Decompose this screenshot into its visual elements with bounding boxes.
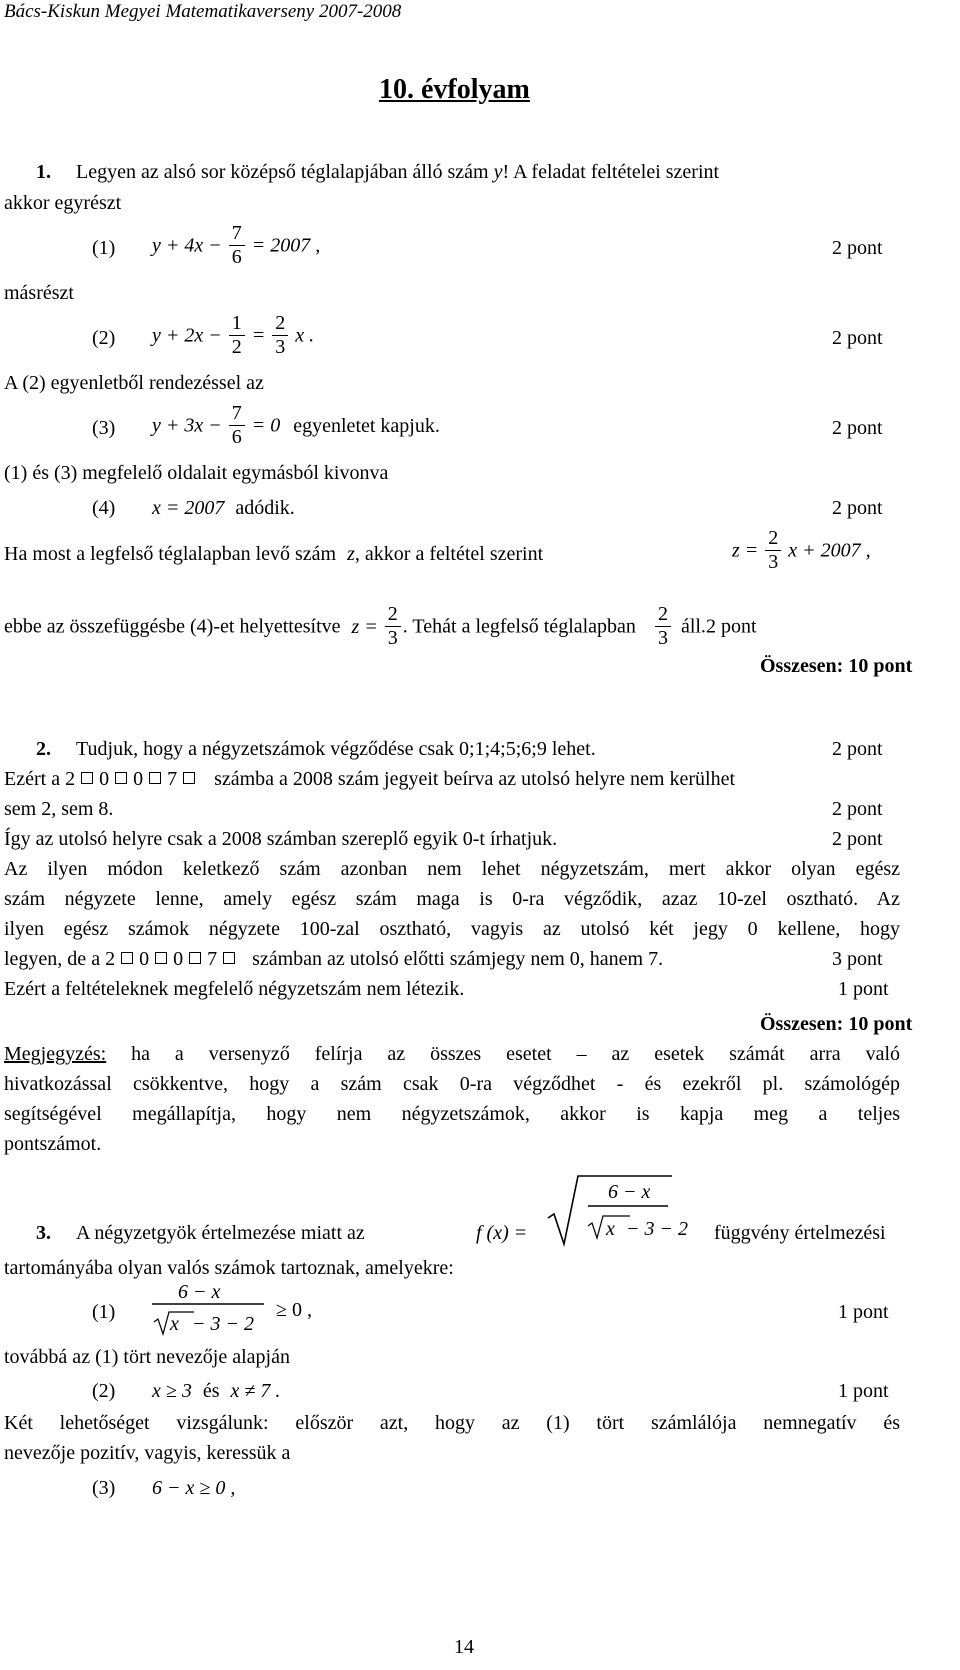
p1-ha-b: , akkor a feltétel szerint (354, 543, 544, 565)
p1-ebbe-a: ebbe az összefüggésbe (4)-et helyettesítve (4, 615, 341, 638)
running-header: Bács-Kiskun Megyei Matematikaverseny 2007-2008 (4, 1, 402, 22)
p3-eq2-mid: és (202, 1380, 220, 1402)
blank-box (81, 772, 93, 784)
p1-eq4-points: 2 pont (832, 497, 883, 519)
p1-intro-b: ! A feladat feltételei szerint (502, 161, 720, 183)
p2-l6: szám négyzete lenne, amely egész szám maga is 0-ra végződik, azaz 10-zel osztható. Az (4, 888, 900, 910)
p2-l3: sem 2, sem 8. (4, 798, 114, 820)
p1-ebbe-num: 2 (385, 603, 401, 627)
p2-l8-b: számban az utolsó előtti számjegy nem 0, hanem 7. (252, 948, 664, 970)
p3-fx-sqrt (546, 1172, 688, 1248)
p1-ebbe-b: . Tehát a legfelső téglalapban (402, 615, 636, 638)
p2-note-label: Megjegyzés: (4, 1043, 107, 1065)
p3-l4: Két lehetőséget vizsgálunk: először azt, hogy az (1) tört számlálója nemnegatív és (4, 1412, 900, 1434)
p1-eq1-label: (1) (92, 237, 116, 259)
p1-eq2-mid: = (251, 324, 266, 347)
p3-fx-num: 6 − x (608, 1181, 651, 1203)
p3-l2: tartományába olyan valós számok tartoznak, amelyekre: (4, 1257, 454, 1279)
p3-eq2-b: x ≠ 7 . (230, 1380, 281, 1402)
p1-eq2-frac1-den: 2 (231, 336, 242, 358)
p1-eq3-num: 7 (229, 402, 245, 426)
p2-note-4: pontszámot. (4, 1133, 102, 1155)
p1-eq3-right: = 0 (251, 414, 281, 437)
p1-eq3-text: egyenletet kapjuk. (293, 414, 440, 437)
p3-eq1-label: (1) (92, 1301, 116, 1323)
p3-eq1-fraction (152, 1278, 270, 1338)
p1-masreszt: másrészt (4, 282, 74, 304)
p3-eq1-den-root: x (170, 1313, 179, 1335)
p1-eq1-num: 7 (229, 222, 245, 246)
p2-l2-a: Ezért a 2 (4, 768, 76, 790)
p1-total: Összesen: 10 pont (760, 655, 913, 677)
blank-box (149, 772, 161, 784)
p2-note-1 (4, 1044, 900, 1064)
p1-eq3-label: (3) (92, 417, 116, 439)
p2-l2 (4, 769, 735, 789)
p1-intro-c: akkor egyrészt (4, 192, 122, 214)
p2-l2-digit: 0 (133, 768, 144, 790)
p2-l7: ilyen egész számok négyzete 100-zal osztható, vagyis az utolsó két jegy 0 kellene, hogy (4, 918, 900, 940)
p2-l5: Az ilyen módon keletkező szám azonban nem lehet négyzetszám, mert akkor olyan egész (4, 858, 900, 880)
p3-fx-den-root: x (606, 1218, 615, 1240)
p1-ebbe-frac (385, 603, 401, 650)
p1-eq4-eq: x = 2007 (152, 497, 225, 519)
p1-ha-frac (765, 527, 781, 574)
p2-note-2: hivatkozással csökkentve, hogy a szám csak 0-ra végződhet - és ezekről pl. számológép (4, 1073, 900, 1095)
blank-box (223, 952, 235, 964)
p2-l1-points: 2 pont (832, 738, 883, 760)
p2-l8-a: legyen, de a 2 (4, 948, 116, 970)
p3-eq1-points: 1 pont (838, 1301, 889, 1323)
p1-eq2-frac1 (229, 312, 245, 359)
p1-eq2-right: x . (295, 324, 315, 347)
p2-note-1-text: ha a versenyző felírja az összes esetet – az esetek számát arra való (131, 1043, 901, 1065)
p1-eq2-frac2 (272, 312, 288, 359)
p1-eq4-label: (4) (92, 497, 116, 519)
p3-eq1-num: 6 − x (178, 1281, 221, 1303)
p1-eq1-frac (229, 222, 245, 269)
blank-box (155, 952, 167, 964)
p2-l8-points: 3 pont (832, 948, 883, 970)
blank-box (121, 952, 133, 964)
p1-ebbe-c: áll. (680, 615, 706, 638)
p1-ebbe-frac2 (655, 603, 671, 650)
p1-eq3-den: 6 (231, 426, 242, 448)
p3-fx: f (x) = (476, 1222, 528, 1244)
p1-eq4 (152, 498, 295, 518)
p2-l2-digit: 0 (99, 768, 110, 790)
p2-l2-b: számba a 2008 szám jegyeit beírva az utolsó helyre nem kerülhet (214, 768, 735, 790)
p2-l8-digit: 0 (173, 948, 184, 970)
p1-line-a2: A (2) egyenletből rendezéssel az (4, 372, 264, 394)
p3-eq2-label: (2) (92, 1380, 116, 1402)
blank-box (115, 772, 127, 784)
p1-ebbe-den: 3 (387, 627, 398, 649)
p1-ebbe-z: z = (351, 615, 378, 638)
p1-eq2-frac2-den: 3 (275, 336, 286, 358)
p1-eq2-label: (2) (92, 327, 116, 349)
p1-ha-num: 2 (765, 527, 781, 551)
p1-eq1 (152, 222, 320, 269)
p2-l4-points: 2 pont (832, 828, 883, 850)
p1-ha-right: x + 2007 , (788, 539, 871, 562)
p1-eq1-den: 6 (231, 246, 242, 268)
p2-total: Összesen: 10 pont (760, 1013, 913, 1035)
p2-l8-digit: 7 (207, 948, 218, 970)
p1-eq3 (152, 402, 440, 449)
p1-eq1-points: 2 pont (832, 237, 883, 259)
p1-eq2-left: y + 2x − (152, 324, 222, 347)
p1-eq3-points: 2 pont (832, 417, 883, 439)
p1-eq4-text: adódik. (235, 497, 295, 519)
p3-fx-den-rest: − 3 − 2 (626, 1218, 688, 1240)
page-title: 10. évfolyam (379, 74, 530, 105)
p3-l5: nevezője pozitív, vagyis, keressük a (4, 1442, 291, 1464)
p1-line-13: (1) és (3) megfelelő oldalait egymásból kivonva (4, 462, 389, 484)
p3-eq2-a: x ≥ 3 (152, 1380, 192, 1402)
p3-l1-a: A négyzetgyök értelmezése miatt az (76, 1222, 365, 1244)
p3-eq2-points: 1 pont (838, 1380, 889, 1402)
p2-l4: Így az utolsó helyre csak a 2008 számban szereplő egyik 0-t írhatjuk. (4, 828, 558, 850)
p1-ebbe-line (4, 603, 757, 650)
p1-ha-a: Ha most a legfelső téglalapban levő szám (4, 543, 337, 565)
p1-ebbe-frac2-den: 3 (657, 627, 668, 649)
p2-note-3: segítségével megállapítja, hogy nem négyzetszámok, akkor is kapja meg a teljes (4, 1103, 900, 1125)
p1-eq1-right: = 2007 , (251, 234, 321, 257)
p3-l1-b: függvény értelmezési (714, 1222, 886, 1244)
p1-eq2-points: 2 pont (832, 327, 883, 349)
blank-box (189, 952, 201, 964)
p1-eq2 (152, 312, 314, 359)
p2-l9-points: 1 pont (838, 978, 889, 1000)
p3-eq3: 6 − x ≥ 0 , (152, 1477, 236, 1499)
p2-l9: Ezért a feltételeknek megfelelő négyzetszám nem létezik. (4, 978, 465, 1000)
p1-ebbe-frac2-num: 2 (655, 603, 671, 627)
p1-eq3-frac (229, 402, 245, 449)
p1-ha-line (4, 544, 543, 564)
p1-ha-var: z (347, 543, 355, 565)
problem-1-number: 1. (36, 161, 51, 183)
p1-eq2-frac2-num: 2 (272, 312, 288, 336)
p1-ha-eq (732, 527, 871, 574)
problem-2-number: 2. (36, 738, 51, 760)
p1-eq3-left: y + 3x − (152, 414, 222, 437)
problem-3-number: 3. (36, 1222, 51, 1244)
p3-eq2 (152, 1381, 280, 1401)
p3-eq3-label: (3) (92, 1477, 116, 1499)
page-number: 14 (454, 1636, 474, 1658)
p3-eq1-den-rest: − 3 − 2 (192, 1313, 254, 1335)
p1-intro-a: Legyen az alsó sor középső téglalapjában álló szám (76, 161, 489, 183)
p2-l3-points: 2 pont (832, 798, 883, 820)
p1-eq1-left: y + 4x − (152, 234, 222, 257)
p2-l8-digit: 0 (139, 948, 150, 970)
p3-l3: továbbá az (1) tört nevezője alapján (4, 1346, 290, 1368)
p1-ebbe-points: 2 pont (705, 615, 757, 638)
p2-l1: Tudjuk, hogy a négyzetszámok végződése csak 0;1;4;5;6;9 lehet. (76, 738, 596, 760)
p2-l8 (4, 949, 663, 969)
p1-intro (76, 162, 719, 182)
p3-eq1-right: ≥ 0 , (276, 1299, 312, 1321)
p1-intro-var: y (493, 161, 503, 183)
p2-l2-digit: 7 (167, 768, 178, 790)
p1-ha-z: z = (732, 539, 759, 562)
blank-box (183, 772, 195, 784)
p1-ha-den: 3 (768, 551, 779, 573)
p1-eq2-frac1-num: 1 (229, 312, 245, 336)
